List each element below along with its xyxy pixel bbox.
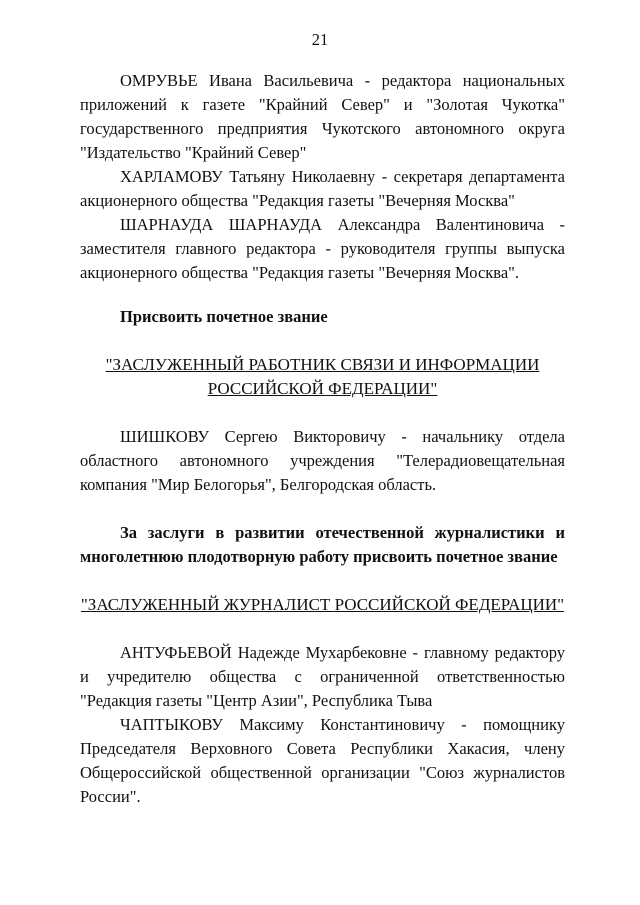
- paragraph-sharnauda: ШАРНАУДА ШАРНАУДА Александра Валентиновича - заместителя главного редактора - руководителя группы выпуска акционерного общества "Редакция газеты "Вечерняя Москва".: [80, 215, 565, 282]
- honorary-title-1-line-1: "ЗАСЛУЖЕННЫЙ РАБОТНИК СВЯЗИ И ИНФОРМАЦИИ: [105, 355, 540, 374]
- paragraph-chaptykov: ЧАПТЫКОВУ Максиму Константиновичу - помощнику Председателя Верховного Совета Республики Хакасия, члену Общероссийской общественной организации "Союз журналистов России".: [80, 715, 565, 806]
- paragraph-kharlamova: ХАРЛАМОВУ Татьяну Николаевну - секретаря департамента акционерного общества "Редакция газеты "Вечерняя Москва": [80, 167, 565, 210]
- award-heading-1: Присвоить почетное звание: [120, 307, 328, 326]
- paragraph-antufyeva: АНТУФЬЕВОЙ Надежде Мухарбековне - главному редактору и учредителю общества с ограниченной ответственностью "Редакция газеты "Центр Азии", Республика Тыва: [80, 643, 565, 710]
- honorary-title-2: "ЗАСЛУЖЕННЫЙ ЖУРНАЛИСТ РОССИЙСКОЙ ФЕДЕРАЦИИ": [80, 595, 565, 614]
- page-number: 21: [311, 30, 329, 49]
- paragraph-omruvye: ОМРУВЬЕ Ивана Васильевича - редактора национальных приложений к газете "Крайний Север" и "Золотая Чукотка" государственного предприятия Чукотского автономного округа "Издательство "Крайний Север": [80, 71, 565, 162]
- document-body: [80, 69, 565, 809]
- award-heading-2: За заслуги в развитии отечественной журналистики и многолетнюю плодотворную работу присвоить почетное звание: [80, 523, 565, 566]
- paragraph-shishkov: ШИШКОВУ Сергею Викторовичу - начальнику отдела областного автономного учреждения "Телерадиовещательная компания "Мир Белогорья", Белгородская область.: [80, 427, 565, 494]
- honorary-title-1-line-2: РОССИЙСКОЙ ФЕДЕРАЦИИ": [207, 379, 438, 398]
